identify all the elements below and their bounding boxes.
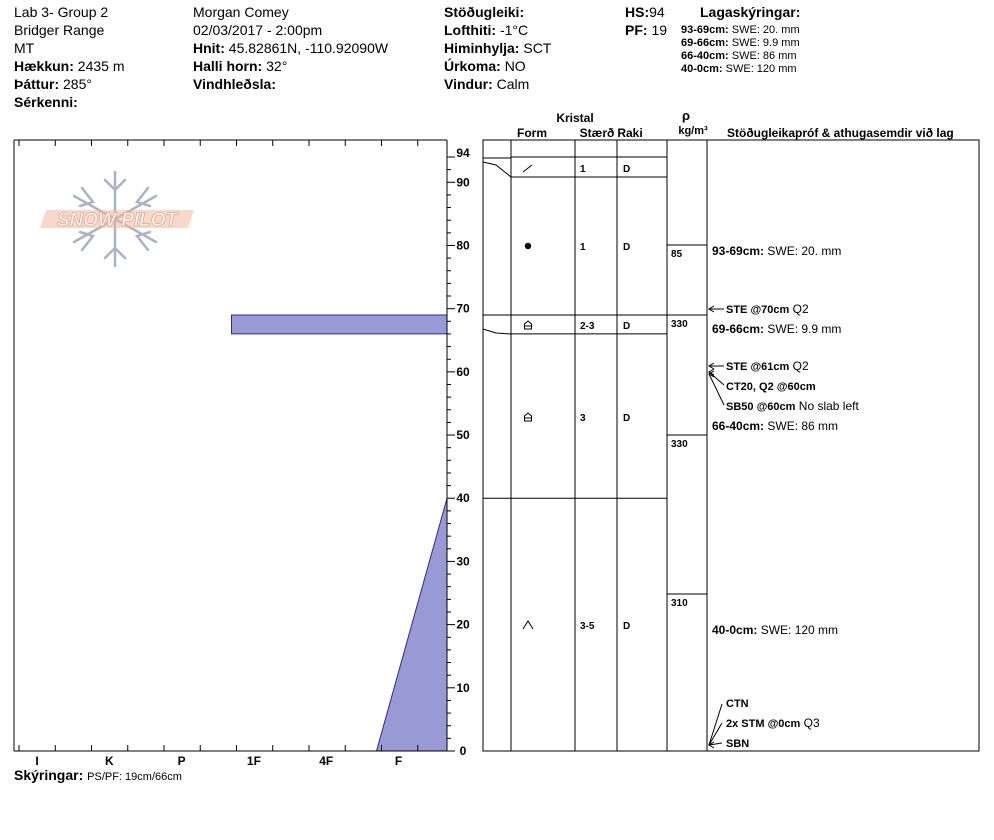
- crystal-header: Kristal: [556, 111, 594, 125]
- layers-legend-title: Lagaskýringar:: [700, 4, 801, 20]
- stability-test-quality: Q3: [800, 716, 820, 730]
- legend-swe: SWE: 120 mm: [725, 63, 797, 75]
- snowpilot-logo: [40, 172, 194, 266]
- size-header: Stærð: [579, 126, 615, 140]
- form-header: Form: [517, 126, 547, 140]
- stability-test-leader: [709, 723, 722, 745]
- stability-test-name: CT20, Q2 @60cm: [726, 381, 816, 393]
- layer-comment: [712, 244, 841, 258]
- hardness-tick-label: 1F: [246, 754, 261, 768]
- features-label: Sérkenni:: [14, 94, 78, 110]
- crystal-form-mark: [525, 413, 532, 421]
- state-name: MT: [14, 40, 35, 56]
- crystal-size: 2-3: [580, 321, 595, 332]
- crystal-size: 3: [580, 413, 586, 424]
- notes-label: Skýringar:: [14, 767, 84, 783]
- coords-value: 45.82861N, -110.92090W: [228, 40, 389, 56]
- stability-test-leader: [709, 704, 722, 745]
- stability-test-quality: No slab left: [795, 399, 859, 413]
- hs-value: 94: [649, 4, 665, 20]
- crystal-form-depth-hoar-cup-icon: [523, 621, 533, 629]
- depth-tick-label: 0: [459, 744, 467, 758]
- legend-range: 40-0cm:: [681, 63, 723, 75]
- layer-comment-text: SWE: 9.9 mm: [767, 322, 842, 336]
- hs-label: HS:: [625, 4, 650, 20]
- aspect-label: Þáttur:: [14, 76, 60, 92]
- crystal-form-decomposing-icon: [523, 165, 532, 172]
- observation-datetime: 02/03/2017 - 2:00pm: [193, 22, 323, 38]
- logo-text: SNOW PILOT: [56, 210, 178, 231]
- layer-connector: [483, 162, 511, 177]
- crystal-table-frame: [483, 140, 979, 751]
- stability-test-name: SB50 @60cm: [726, 401, 796, 413]
- density-value: 85: [671, 249, 683, 260]
- depth-tick-label: 94: [456, 146, 470, 160]
- stability-test-name: CTN: [726, 698, 749, 710]
- stability-test-label: [726, 399, 859, 413]
- depth-tick-label: 30: [456, 554, 470, 569]
- elevation-value: 2435 m: [77, 58, 125, 74]
- crystal-moisture: D: [623, 321, 631, 332]
- hardness-bar: [232, 315, 448, 334]
- stability-test-name: SBN: [726, 738, 750, 750]
- layer-comment-text: SWE: 120 mm: [760, 623, 839, 637]
- crystal-size: 1: [580, 164, 586, 175]
- hardness-tick-label: I: [35, 754, 39, 768]
- tests-header: Stöðugleikapróf & athugasemdir við lag: [727, 126, 954, 140]
- density-unit-header: kg/m³: [678, 125, 708, 137]
- rho-header: ρ: [681, 108, 691, 123]
- hardness-tick-label: K: [104, 754, 114, 768]
- crystal-moisture: D: [623, 164, 631, 175]
- pf-label: PF:: [625, 22, 648, 38]
- notes-field: [14, 766, 182, 784]
- legend-swe: SWE: 20. mm: [731, 24, 800, 36]
- layer-comment-text: SWE: 20. mm: [767, 244, 842, 258]
- coords-label: Hnit:: [193, 40, 225, 56]
- airtemp-label: Lofthiti:: [444, 22, 497, 38]
- crystal-moisture: D: [623, 242, 631, 253]
- observer-name: Morgan Comey: [193, 4, 289, 20]
- layer-connector: [483, 329, 511, 334]
- stability-test-label: [726, 716, 820, 730]
- crystal-moisture: D: [623, 621, 631, 632]
- hardness-tick-label: F: [394, 754, 403, 768]
- location-name: Lab 3- Group 2: [14, 4, 109, 20]
- depth-tick-label: 20: [456, 617, 470, 632]
- aspect-value: 285°: [63, 76, 92, 92]
- stability-test-name: STE @61cm: [726, 361, 790, 373]
- hardness-bar: [377, 498, 448, 751]
- legend-range: 69-66cm:: [681, 37, 729, 49]
- crystal-form-depth-hoar-icon: [525, 413, 532, 421]
- crystal-form-depth-hoar-icon: [525, 321, 532, 329]
- slope-label: Halli horn:: [193, 58, 263, 74]
- notes-value: PS/PF: 19cm/66cm: [87, 771, 182, 783]
- airtemp-value: -1°C: [499, 22, 529, 38]
- stability-test-quality: Q2: [789, 302, 809, 316]
- crystal-form-rounded-icon: [525, 243, 531, 249]
- sky-label: Himinhylja:: [444, 40, 520, 56]
- crystal-size: 1: [580, 242, 586, 253]
- hardness-tick-label: P: [177, 754, 186, 768]
- depth-tick-label: 10: [456, 680, 470, 695]
- density-value: 310: [671, 598, 688, 609]
- stability-test-label: [726, 698, 749, 710]
- depth-tick-label: 60: [456, 364, 470, 379]
- wind-label: Vindur:: [444, 76, 493, 92]
- stability-test-label: [726, 359, 809, 373]
- pf-value: 19: [651, 22, 668, 38]
- layer-comment: [712, 419, 838, 433]
- legend-swe: SWE: 86 mm: [731, 50, 797, 62]
- layer-comment: [712, 623, 838, 637]
- stability-test-label: [726, 738, 749, 750]
- stability-test-label: [726, 302, 809, 316]
- range-name: Bridger Range: [14, 22, 105, 38]
- slope-value: 32°: [266, 58, 288, 74]
- moisture-header: Raki: [617, 126, 643, 140]
- crystal-form-mark: [525, 321, 532, 329]
- stability-test-label: [726, 381, 816, 393]
- legend-swe: SWE: 9.9 mm: [731, 37, 800, 49]
- density-value: 330: [671, 439, 688, 450]
- elevation-label: Hækkun:: [14, 58, 74, 74]
- crystal-size: 3-5: [580, 621, 595, 632]
- depth-tick-label: 80: [456, 238, 470, 253]
- crystal-form-mark: [523, 621, 533, 629]
- stability-test-name: STE @70cm: [726, 304, 790, 316]
- layer-comment: [712, 322, 841, 336]
- legend-range: 93-69cm:: [681, 24, 729, 36]
- layer-comment-text: SWE: 86 mm: [767, 419, 839, 433]
- depth-tick-label: 70: [456, 301, 470, 316]
- depth-tick-label: 90: [456, 175, 470, 190]
- hardness-tick-label: 4F: [319, 754, 334, 768]
- legend-range: 66-40cm:: [681, 50, 729, 62]
- layer-comment-range: 66-40cm:: [712, 419, 768, 433]
- wind-loading-label: Vindhleðsla:: [193, 76, 276, 92]
- crystal-form-mark: [525, 243, 531, 249]
- wind-value: Calm: [496, 76, 530, 92]
- crystal-moisture: D: [623, 413, 631, 424]
- stability-test-quality: Q2: [789, 359, 809, 373]
- layer-comment-range: 69-66cm:: [712, 322, 768, 336]
- precip-value: NO: [504, 58, 526, 74]
- stability-label: Stöðugleiki:: [444, 4, 525, 20]
- stability-test-name: 2x STM @0cm: [726, 718, 801, 730]
- precip-label: Úrkoma:: [444, 58, 501, 74]
- density-value: 330: [671, 319, 688, 330]
- layer-comment-range: 40-0cm:: [712, 623, 761, 637]
- depth-tick-label: 50: [456, 428, 470, 443]
- crystal-form-mark: [523, 165, 532, 172]
- depth-tick-label: 40: [456, 491, 470, 506]
- layer-comment-range: 93-69cm:: [712, 244, 768, 258]
- sky-value: SCT: [523, 40, 552, 56]
